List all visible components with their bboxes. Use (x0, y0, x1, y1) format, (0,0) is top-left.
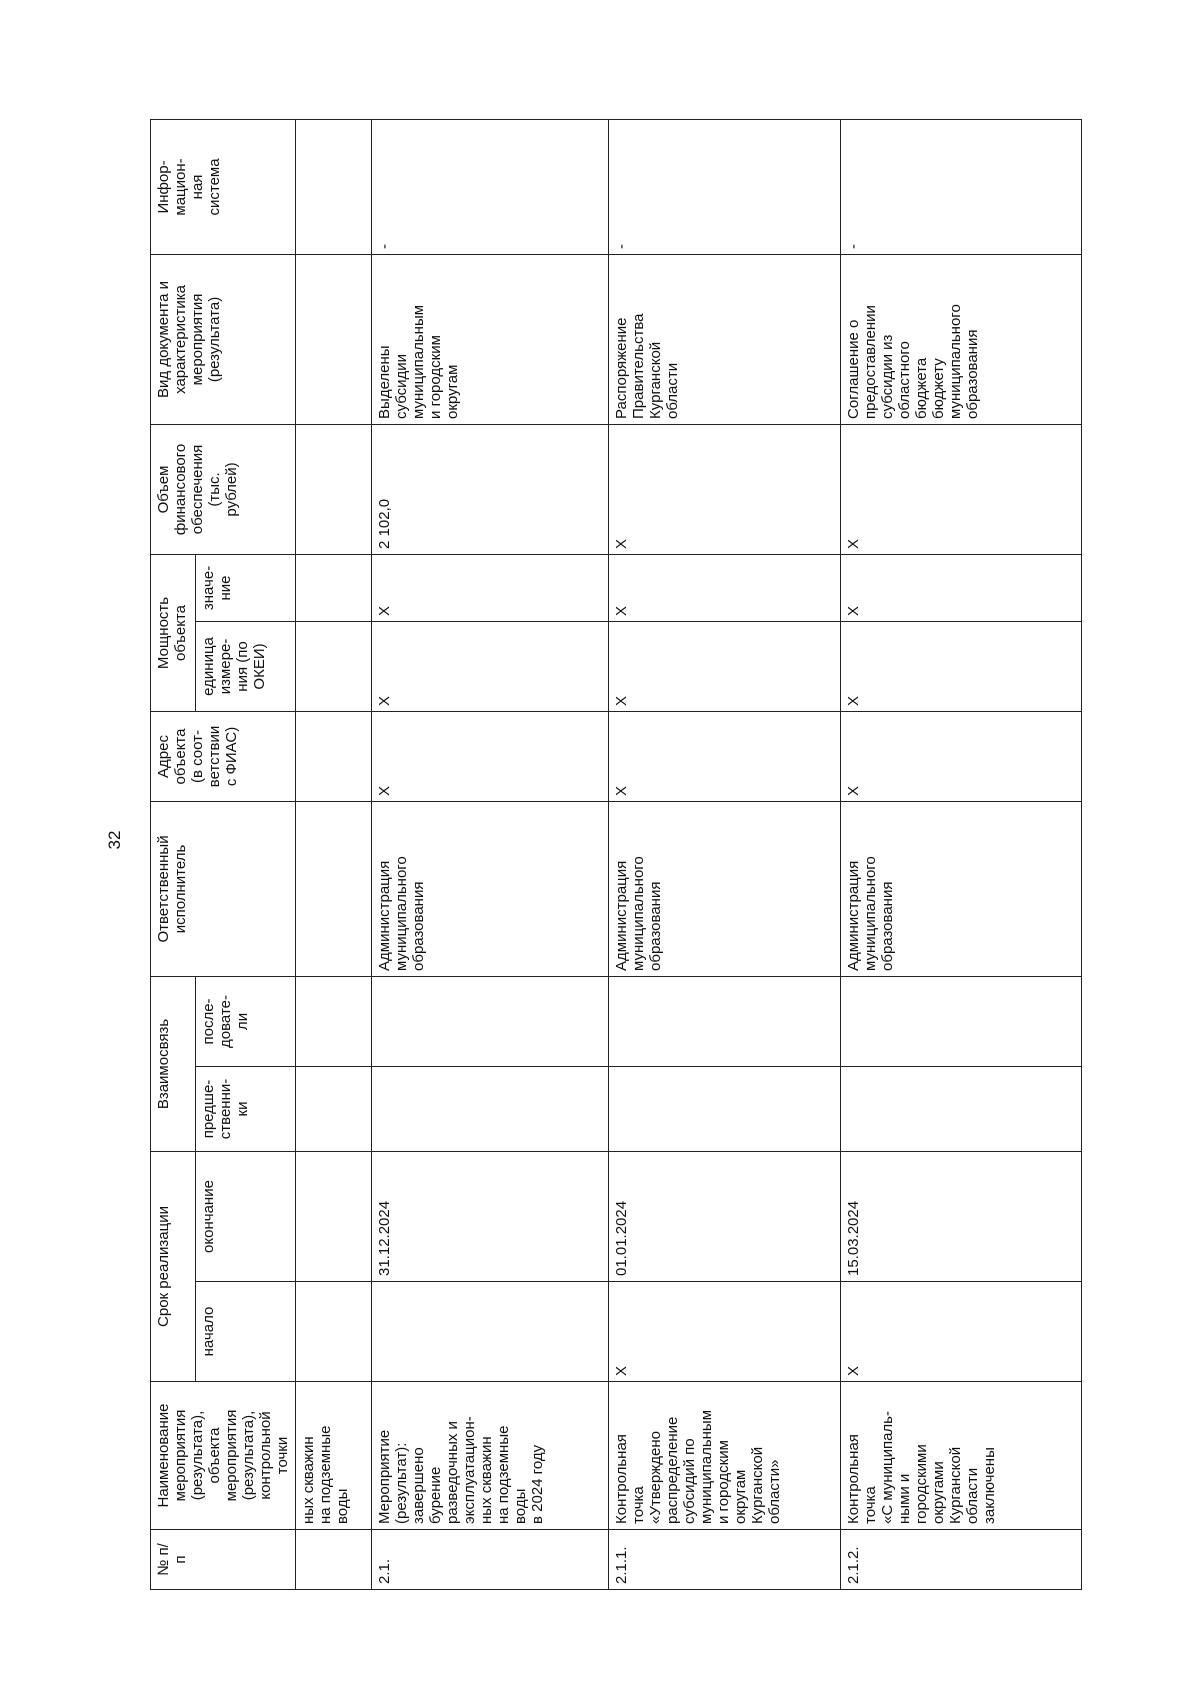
header-link-next: после- довате- ли (195, 976, 295, 1066)
cell-num: 2.1.1. (609, 1530, 841, 1590)
cell-prev (296, 1066, 372, 1151)
header-address: Адрес объекта (в соот- ветствии с ФИАС) (151, 711, 296, 801)
cell-unit: X (841, 621, 1082, 711)
cell-doc: Соглашение о предоставлении субсидии из областного бюджета бюджету муниципального образования (841, 254, 1082, 424)
cell-next (296, 976, 372, 1066)
cell-info (296, 119, 372, 254)
activities-table (150, 119, 1082, 1590)
header-row-top (151, 119, 196, 1589)
cell-value: X (609, 554, 841, 621)
cell-info: - (372, 119, 609, 254)
cell-start: X (841, 1282, 1082, 1382)
cell-end: 15.03.2024 (841, 1151, 1082, 1281)
cell-finance: 2 102,0 (372, 424, 609, 554)
cell-start: X (609, 1282, 841, 1382)
cell-unit (296, 621, 372, 711)
cell-prev (609, 1066, 841, 1151)
rotated-table-wrapper (150, 120, 1070, 1590)
cell-executor (296, 801, 372, 976)
cell-name: Контрольная точка «Утверждено распределение субсидий по муниципальным и городским округам Курганской области» (609, 1382, 841, 1530)
header-finance: Объем финансового обеспечения (тыс. рублей) (151, 424, 296, 554)
cell-num: 2.1.2. (841, 1530, 1082, 1590)
cell-address: X (841, 711, 1082, 801)
header-link: Взаимосвязь (151, 976, 196, 1151)
header-link-prev: предше- ственни- ки (195, 1066, 295, 1151)
header-period: Срок реализации (151, 1151, 196, 1381)
cell-finance: X (841, 424, 1082, 554)
cell-unit: X (372, 621, 609, 711)
header-num: № п/ п (151, 1530, 296, 1590)
cell-value: X (841, 554, 1082, 621)
header-doc: Вид документа и характеристика мероприятия (результата) (151, 254, 296, 424)
cell-executor: Администрация муниципального образования (841, 801, 1082, 976)
cell-prev (841, 1066, 1082, 1151)
cell-next (841, 976, 1082, 1066)
cell-end (296, 1151, 372, 1281)
cell-doc (296, 254, 372, 424)
cell-value (296, 554, 372, 621)
header-period-start: начало (195, 1282, 295, 1382)
cell-end: 31.12.2024 (372, 1151, 609, 1281)
cell-start (372, 1282, 609, 1382)
cell-next (609, 976, 841, 1066)
cell-doc: Распоряжение Правительства Курганской области (609, 254, 841, 424)
table-row (609, 119, 841, 1589)
cell-executor: Администрация муниципального образования (609, 801, 841, 976)
page-number: 32 (105, 830, 124, 850)
cell-info: - (841, 119, 1082, 254)
cell-name: Мероприятие (результат): завершено бурение разведочных и эксплуатацион- ных скважин на подземные воды в 2024 году (372, 1382, 609, 1530)
cell-value: X (372, 554, 609, 621)
cell-end: 01.01.2024 (609, 1151, 841, 1281)
cell-finance: X (609, 424, 841, 554)
table-row (841, 119, 1082, 1589)
cell-prev (372, 1066, 609, 1151)
header-info: Инфор- мацион- ная система (151, 119, 296, 254)
header-executor: Ответственный исполнитель (151, 801, 296, 976)
table-row (296, 119, 372, 1589)
header-capacity: Мощность объекта (151, 554, 196, 711)
cell-next (372, 976, 609, 1066)
cell-name: Контрольная точка «С муниципаль- ными и городскими округами Курганской области заключены (841, 1382, 1082, 1530)
header-period-end: окончание (195, 1151, 295, 1281)
table-row (372, 119, 609, 1589)
cell-address (296, 711, 372, 801)
cell-executor: Администрация муниципального образования (372, 801, 609, 976)
cell-doc: Выделены субсидии муниципальным и городским округам (372, 254, 609, 424)
cell-unit: X (609, 621, 841, 711)
cell-name: ных скважин на подземные воды (296, 1382, 372, 1530)
cell-info: - (609, 119, 841, 254)
cell-finance (296, 424, 372, 554)
header-name: Наименование мероприятия (результата), объекта мероприятия (результата), контрольной точки (151, 1382, 296, 1530)
cell-start (296, 1282, 372, 1382)
cell-num: 2.1. (372, 1530, 609, 1590)
header-capacity-value: значе- ние (195, 554, 295, 621)
cell-address: X (372, 711, 609, 801)
cell-address: X (609, 711, 841, 801)
header-capacity-unit: единица измере- ния (по ОКЕИ) (195, 621, 295, 711)
cell-num (296, 1530, 372, 1590)
